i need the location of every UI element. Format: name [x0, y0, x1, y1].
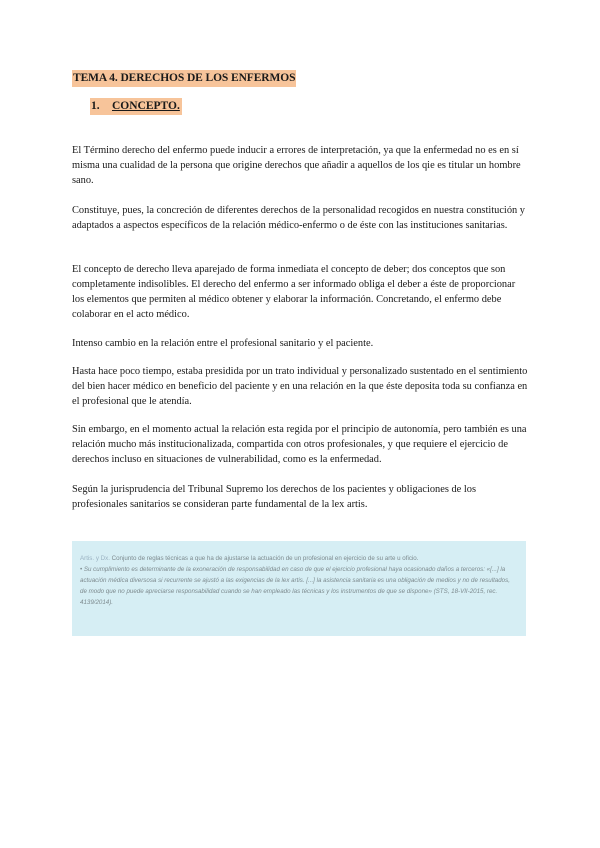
note-bullet: • Su cumplimiento es determinante de la exoneración de responsabilidad en caso de que el ejercicio profesional haya ocasionado daños a terceros: «[...] la actuación médica diversosa si recurrente se ajustó a las exigencias de la lex artis. [...] la asistencia sanitaria es una obligación de medios y no de resultados, de modo que no puede apreciarse responsabilidad cuando se han empleado las técnicas y los instrumentos de que se dispone» (STS, 18-VII-2015, rec. 4139/2014). [80, 566, 510, 606]
section-number: 1. [91, 100, 100, 112]
document-title: TEMA 4. DERECHOS DE LOS ENFERMOS [72, 70, 296, 87]
lex-artis-note [72, 541, 526, 636]
paragraph-5: Hasta hace poco tiempo, estaba presidida por un trato individual y personalizado sustentado en el sentimiento del bien hacer médico en beneficio del paciente y en una relación en la que éste deposita toda su confianza en el profesional que le atendía. [72, 366, 528, 407]
note-definition: Conjunto de reglas técnicas a que ha de ajustarse la actuación de un profesional en ejercicio de su arte u oficio. [109, 555, 419, 562]
section-heading [90, 98, 182, 115]
section-label: CONCEPTO. [112, 100, 180, 112]
note-definition-line [80, 553, 518, 564]
paragraph-4: Intenso cambio en la relación entre el profesional sanitario y el paciente. [72, 338, 374, 349]
note-lead: Artis. y Dx. [80, 555, 110, 562]
paragraph-3: El concepto de derecho lleva aparejado de forma inmediata el concepto de deber; dos conceptos que son completamente indisolibles. El derecho del enfermo a ser informado obliga el deber a éste de proporcionar los elementos que permiten al médico obtener y elaborar la información. Concretando, el enfermo debe colaborar en el acto médico. [72, 264, 516, 320]
paragraph-7: Según la jurisprudencia del Tribunal Supremo los derechos de los pacientes y obligaciones de los profesionales sanitarios se consideran parte fundamental de la lex artis. [72, 484, 477, 510]
paragraph-2: Constituye, pues, la concreción de diferentes derechos de la personalidad recogidos en nuestra constitución y adaptados a aspectos específicos de la relación médico-enfermo o de éste con las instituciones sanitarias. [72, 205, 525, 231]
paragraph-1: El Término derecho del enfermo puede inducir a errores de interpretación, ya que la enfermedad no es en sí misma una cualidad de la persona que origine derechos que añadir a aquellos de los qie es titular un hombre sano. [72, 145, 521, 186]
paragraph-6: Sin embargo, en el momento actual la relación esta regida por el principio de autonomía, pero también es una relación mucho más institucionalizada, compartida con otros profesionales, y que requiere el ejercicio de derechos incluso en situaciones de vulnerabilidad, como es la enfermedad. [72, 424, 527, 465]
